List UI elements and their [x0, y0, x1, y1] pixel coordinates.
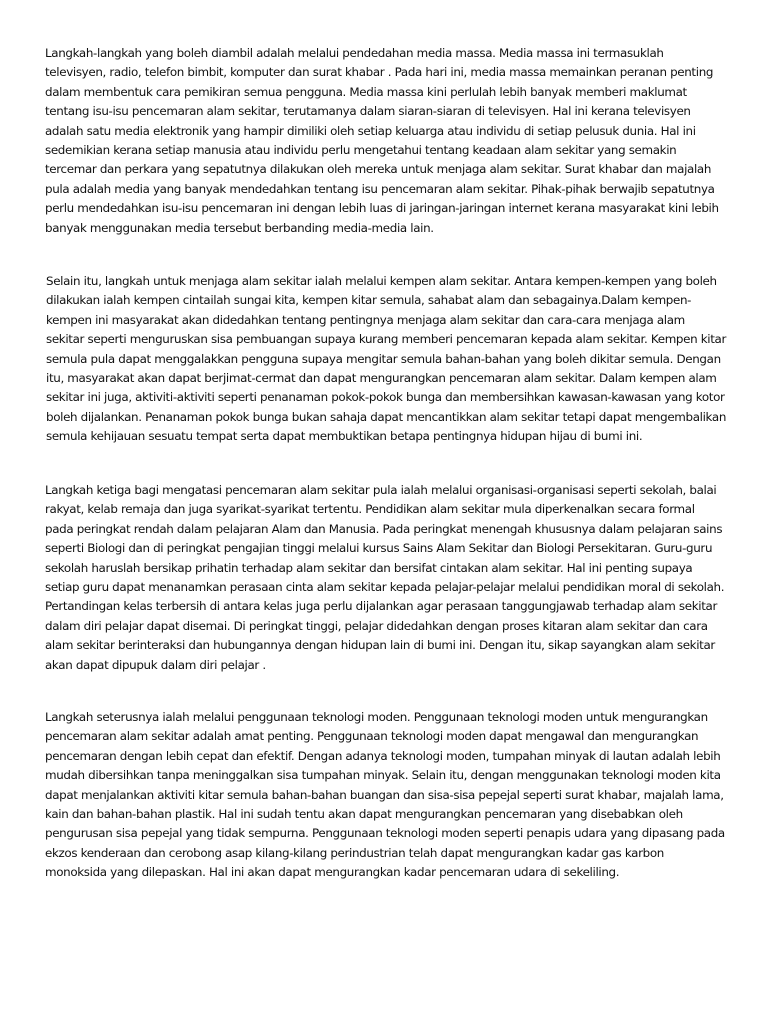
paragraph-modern-technology: Langkah seterusnya ialah melalui penggunaan teknologi moden. Penggunaan teknologi moden untuk mengurangkan pencemaran alam sekitar adalah amat penting. Penggunaan teknologi moden dapat mengawal dan mengurangkan pencemaran dengan lebih cepat dan efektif. Dengan adanya teknologi moden, tumpahan minyak di lautan adalah lebih mudah dibersihkan tanpa meninggalkan sisa tumpahan minyak. Selain itu, dengan menggunakan teknologi moden kita dapat menjalankan aktiviti kitar semula bahan-bahan buangan dan sisa-sisa pepejal seperti surat khabar, majalah lama, kain dan bahan-bahan plastik. Hal ini sudah tentu akan dapat mengurangkan pencemaran yang disebabkan oleh pengurusan sisa pepejal yang tidak sempurna. Penggunaan teknologi moden seperti penapis udara yang dipasang pada ekzos kenderaan dan cerobong asap kilang-kilang perindustrian telah dapat mengurangkan kadar gas karbon monoksida yang dilepaskan. Hal ini akan dapat mengurangkan kadar pencemaran udara di sekeliling. [45, 710, 725, 880]
paragraph-environment-campaign: Selain itu, langkah untuk menjaga alam sekitar ialah melalui kempen alam sekitar. Antara kempen-kempen yang boleh dilakukan ialah kempen cintailah sungai kita, kempen kitar semula, sahabat alam dan sebagainya.Dalam kempen-kempen ini masyarakat akan didedahkan tentang pentingnya menjaga alam sekitar dan cara-cara menjaga alam sekitar seperti menguruskan sisa pembuangan supaya kurang memberi pencemaran kepada alam sekitar. Kempen kitar semula pula dapat menggalakkan pengguna supaya mengitar semula bahan-bahan yang boleh dikitar semula. Dengan itu, masyarakat akan dapat berjimat-cermat dan dapat mengurangkan pencemaran alam sekitar. Dalam kempen alam sekitar ini juga, aktiviti-aktiviti seperti penanaman pokok-pokok bunga dan membersihkan kawasan-kawasan yang kotor boleh dijalankan. Penanaman pokok bunga bukan sahaja dapat mencantikkan alam sekitar tetapi dapat mengembalikan semula kehijauan sesuatu tempat serta dapat membuktikan betapa pentingnya hidupan hijau di bumi ini. [46, 274, 727, 444]
paragraph-mass-media: Langkah-langkah yang boleh diambil adalah melalui pendedahan media massa. Media massa ini termasuklah televisyen, radio, telefon bimbit, komputer dan surat khabar . Pada hari ini, media massa memainkan peranan penting dalam membentuk cara pemikiran semua pengguna. Media massa kini perlulah lebih banyak memberi maklumat tentang isu-isu pencemaran alam sekitar, terutamanya dalam siaran-siaran di televisyen. Hal ini kerana televisyen adalah satu media elektronik yang hampir dimiliki oleh setiap keluarga atau individu di setiap pelusuk dunia. Hal ini sedemikian kerana setiap manusia atau individu perlu mengetahui tentang keadaan alam sekitar yang semakin tercemar dan perkara yang sepatutnya dilakukan oleh mereka untuk menjaga alam sekitar. Surat khabar dan majalah pula adalah media yang banyak mendedahkan tentang isu pencemaran alam sekitar. Pihak-pihak berwajib sepatutnya perlu mendedahkan isu-isu pencemaran ini dengan lebih luas di jaringan-jaringan internet kerana masyarakat kini lebih banyak menggunakan media tersebut berbanding media-media lain. [45, 46, 719, 235]
paragraph-organisations: Langkah ketiga bagi mengatasi pencemaran alam sekitar pula ialah melalui organisasi-organisasi seperti sekolah, balai rakyat, kelab remaja dan juga syarikat-syarikat tertentu. Pendidikan alam sekitar mula diperkenalkan secara formal pada peringkat rendah dalam pelajaran Alam dan Manusia. Pada peringkat menengah khususnya dalam pelajaran sains seperti Biologi dan di peringkat pengajian tinggi melalui kursus Sains Alam Sekitar dan Biologi Persekitaran. Guru-guru sekolah haruslah bersikap prihatin terhadap alam sekitar dan bersifat cintakan alam sekitar. Hal ini penting supaya setiap guru dapat menanamkan perasaan cinta alam sekitar kepada pelajar-pelajar melalui pendidikan moral di sekolah. Pertandingan kelas terbersih di antara kelas juga perlu dijalankan agar perasaan tanggungjawab terhadap alam sekitar dalam diri pelajar dapat disemai. Di peringkat tinggi, pelajar didedahkan dengan proses kitaran alam sekitar dan cara alam sekitar berinteraksi dan hubungannya dengan hidupan lain di bumi ini. Dengan itu, sikap sayangkan alam sekitar akan dapat dipupuk dalam diri pelajar . [45, 483, 725, 672]
